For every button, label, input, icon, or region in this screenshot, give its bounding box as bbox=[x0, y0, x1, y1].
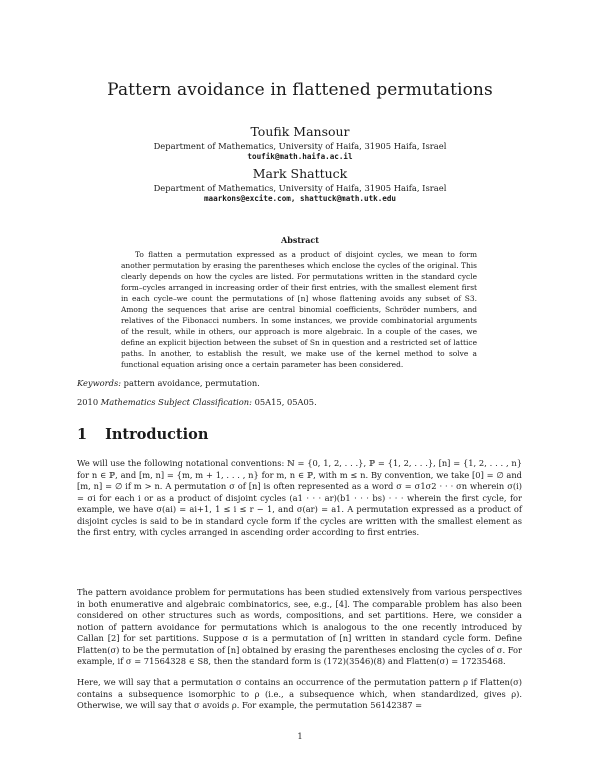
abstract-heading: Abstract bbox=[281, 235, 319, 245]
section-number: 1 bbox=[77, 426, 88, 443]
page-number: 1 bbox=[297, 731, 303, 741]
paper-title: Pattern avoidance in flattened permutations bbox=[107, 80, 493, 100]
author-name: Mark Shattuck bbox=[252, 166, 348, 181]
keywords-value: pattern avoidance, permutation. bbox=[123, 378, 260, 388]
author-email: toufik@math.haifa.ac.il bbox=[247, 152, 353, 161]
author-email: maarkons@excite.com, shattuck@math.utk.edu bbox=[203, 194, 397, 203]
author-affiliation: Department of Mathematics, University of Haifa, 31905 Haifa, Israel bbox=[153, 141, 447, 151]
keywords-label: Keywords: bbox=[77, 378, 122, 388]
msc-prefix: 2010 bbox=[77, 397, 99, 407]
author-name: Toufik Mansour bbox=[250, 124, 350, 139]
keywords-line bbox=[77, 378, 260, 388]
body-paragraph: We will use the following notational conventions: ℕ = {0, 1, 2, . . .}, ℙ = {1, 2, . . .}, [n] = {1, 2, . . . , n} for n ∈ ℙ, and [m, n] = {m, m + 1, . . . , n} for m, n ∈ ℙ, with m ≤ n. By convention, we take [0] = ∅ and [m, n] = ∅ if m > n. A permutation σ of [n] is often represented as a word σ = σ1σ2 · · · σn wherein σ(i) = σi for each i or as a product of disjoint cycles (a1 · · · ar)(b1 · · · bs) · · · wherein the first cycle, for example, we have σ(ai) = ai+1, 1 ≤ i ≤ r − 1, and σ(ar) = a1. A permutation expressed as a product of disjoint cycles is said to be in standard cycle form if the cycles are written with the smallest element as the first entry, with cycles arranged in ascending order according to first entries. bbox=[77, 458, 522, 537]
section-title: Introduction bbox=[105, 426, 209, 443]
body-paragraph: Here, we will say that a permutation σ contains an occurrence of the permutation pattern ρ if Flatten(σ) contains a subsequence isomorphic to ρ (i.e., a subsequence which, when standardized, gives ρ). Otherwise, we will say that σ avoids ρ. For example, the permutation 56142387 = bbox=[77, 677, 522, 710]
msc-value: 05A15, 05A05. bbox=[254, 397, 317, 407]
abstract-text: To flatten a permutation expressed as a product of disjoint cycles, we mean to form another permutation by erasing the parentheses which enclose the cycles of the original. This clearly depends on how the cycles are listed. For permutations written in the standard cycle form–cycles arranged in increasing order of their first entries, with the smallest element first in each cycle–we count the permutations of [n] whose flattening avoids any subset of S3. Among the sequences that arise are central binomial coefficients, Schröder numbers, and relatives of the Fibonacci numbers. In some instances, we provide combinatorial arguments of the result, while in others, our approach is more algebraic. In a couple of the cases, we define an explicit bijection between the subset of Sn in question and a restricted set of lattice paths. In another, to establish the result, we make use of the kernel method to solve a functional equation arising once a certain parameter has been considered. bbox=[121, 250, 477, 369]
author-affiliation: Department of Mathematics, University of Haifa, 31905 Haifa, Israel bbox=[153, 183, 447, 193]
section-heading bbox=[77, 426, 226, 443]
msc-line bbox=[77, 397, 317, 407]
msc-label: Mathematics Subject Classification: bbox=[100, 397, 252, 407]
body-paragraph: The pattern avoidance problem for permutations has been studied extensively from various perspectives in both enumerative and algebraic combinatorics, see, e.g., [4]. The comparable problem has also been considered on other structures such as words, compositions, and set partitions. Here, we consider a notion of pattern avoidance for permutations which is analogous to the one recently introduced by Callan [2] for set partitions. Suppose σ is a permutation of [n] written in standard cycle form. Define Flatten(σ) to be the permutation of [n] obtained by erasing the parentheses enclosing the cycles of σ. For example, if σ = 71564328 ∈ S8, then the standard form is (172)(3546)(8) and Flatten(σ) = 17235468. bbox=[77, 587, 522, 666]
